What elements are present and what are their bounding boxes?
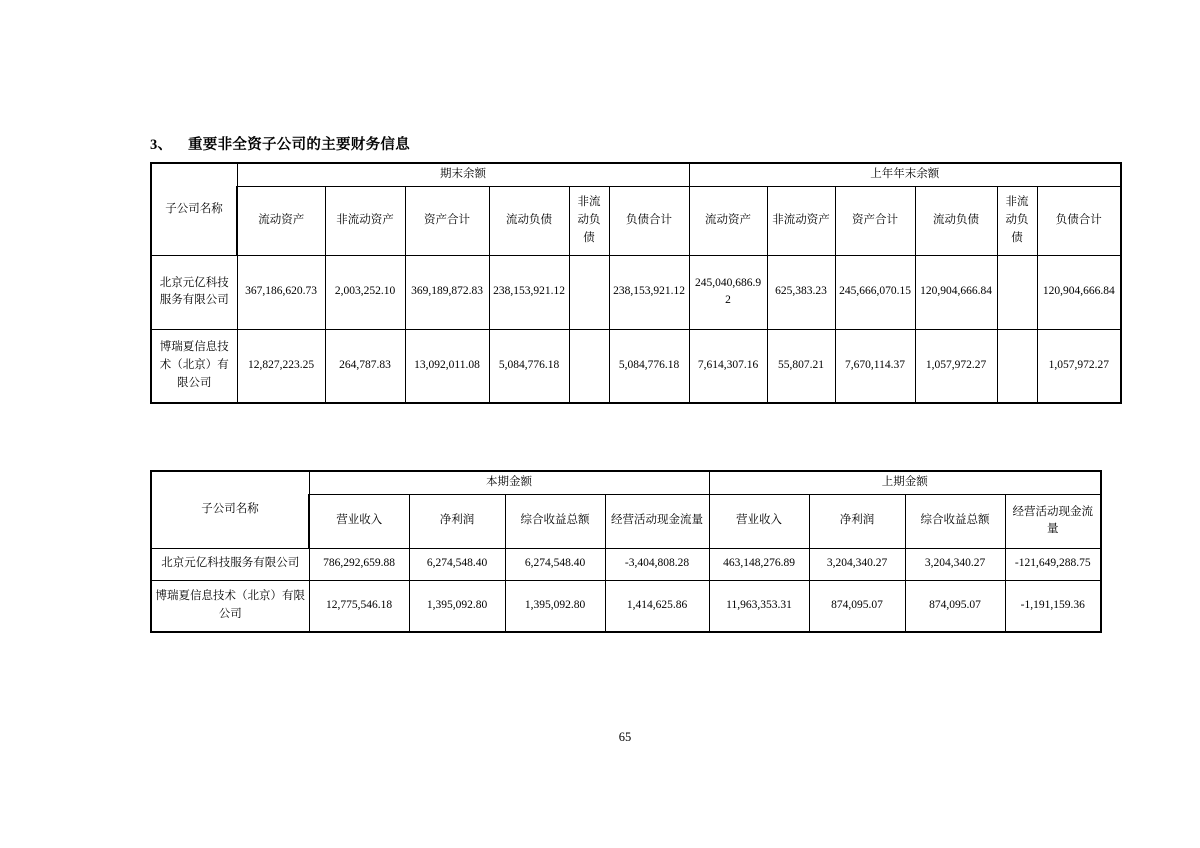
header-subsidiary-name: 子公司名称 (151, 471, 309, 548)
cell-cur-noncurrent-assets: 2,003,252.10 (325, 255, 405, 329)
cell-cur-operating-cash-flow: -3,404,808.28 (605, 548, 709, 580)
cell-cur-current-liabilities: 5,084,776.18 (489, 329, 569, 403)
cell-cur-noncurrent-liabilities (569, 329, 609, 403)
section-title-text: 重要非全资子公司的主要财务信息 (188, 137, 410, 153)
cell-cur-total-assets: 13,092,011.08 (405, 329, 489, 403)
header-prior-period: 上期金额 (709, 471, 1101, 494)
section-heading (150, 133, 410, 154)
header-cur-revenue: 营业收入 (309, 494, 409, 548)
section-number: 3、 (150, 137, 173, 153)
subsidiary-income-table (150, 470, 1102, 633)
table-row (151, 255, 1121, 329)
cell-cur-revenue: 12,775,546.18 (309, 580, 409, 632)
cell-pri-current-liabilities: 120,904,666.84 (915, 255, 997, 329)
header-cur-current-assets: 流动资产 (237, 186, 325, 255)
cell-cur-current-assets: 12,827,223.25 (237, 329, 325, 403)
cell-pri-comprehensive-income: 874,095.07 (905, 580, 1005, 632)
cell-pri-revenue: 463,148,276.89 (709, 548, 809, 580)
table-row (151, 580, 1101, 632)
cell-pri-noncurrent-assets: 55,807.21 (767, 329, 835, 403)
header-pri-net-profit: 净利润 (809, 494, 905, 548)
cell-pri-operating-cash-flow: -1,191,159.36 (1005, 580, 1101, 632)
cell-cur-current-liabilities: 238,153,921.12 (489, 255, 569, 329)
cell-pri-current-liabilities: 1,057,972.27 (915, 329, 997, 403)
table-header-row-group (151, 471, 1101, 494)
cell-pri-net-profit: 874,095.07 (809, 580, 905, 632)
cell-cur-net-profit: 1,395,092.80 (409, 580, 505, 632)
cell-pri-current-assets: 245,040,686.92 (689, 255, 767, 329)
cell-cur-total-liabilities: 238,153,921.12 (609, 255, 689, 329)
header-cur-total-assets: 资产合计 (405, 186, 489, 255)
cell-cur-noncurrent-assets: 264,787.83 (325, 329, 405, 403)
header-pri-total-assets: 资产合计 (835, 186, 915, 255)
table-header-row-columns (151, 186, 1121, 255)
cell-pri-noncurrent-liabilities (997, 329, 1037, 403)
header-pri-revenue: 营业收入 (709, 494, 809, 548)
cell-pri-operating-cash-flow: -121,649,288.75 (1005, 548, 1101, 580)
cell-cur-noncurrent-liabilities (569, 255, 609, 329)
cell-cur-net-profit: 6,274,548.40 (409, 548, 505, 580)
cell-cur-revenue: 786,292,659.88 (309, 548, 409, 580)
cell-subsidiary-name: 博瑞夏信息技术（北京）有限公司 (151, 580, 309, 632)
table-row (151, 329, 1121, 403)
header-pri-current-assets: 流动资产 (689, 186, 767, 255)
cell-cur-total-liabilities: 5,084,776.18 (609, 329, 689, 403)
header-prior-year-end: 上年年末余额 (689, 163, 1121, 186)
header-pri-noncurrent-liabilities: 非流动负债 (997, 186, 1037, 255)
cell-pri-revenue: 11,963,353.31 (709, 580, 809, 632)
cell-cur-comprehensive-income: 1,395,092.80 (505, 580, 605, 632)
cell-cur-current-assets: 367,186,620.73 (237, 255, 325, 329)
header-pri-operating-cash-flow: 经营活动现金流量 (1005, 494, 1101, 548)
cell-pri-noncurrent-liabilities (997, 255, 1037, 329)
table-header-row-group (151, 163, 1121, 186)
cell-pri-total-assets: 7,670,114.37 (835, 329, 915, 403)
cell-subsidiary-name: 博瑞夏信息技术（北京）有限公司 (151, 329, 237, 403)
header-cur-current-liabilities: 流动负债 (489, 186, 569, 255)
header-cur-noncurrent-liabilities: 非流动负债 (569, 186, 609, 255)
cell-cur-total-assets: 369,189,872.83 (405, 255, 489, 329)
page-number: 65 (618, 730, 632, 744)
header-cur-noncurrent-assets: 非流动资产 (325, 186, 405, 255)
header-cur-comprehensive-income: 综合收益总额 (505, 494, 605, 548)
cell-pri-net-profit: 3,204,340.27 (809, 548, 905, 580)
header-cur-operating-cash-flow: 经营活动现金流量 (605, 494, 709, 548)
header-pri-noncurrent-assets: 非流动资产 (767, 186, 835, 255)
cell-pri-total-liabilities: 1,057,972.27 (1037, 329, 1121, 403)
cell-pri-total-liabilities: 120,904,666.84 (1037, 255, 1121, 329)
cell-pri-total-assets: 245,666,070.15 (835, 255, 915, 329)
header-period-end: 期末余额 (237, 163, 689, 186)
header-pri-total-liabilities: 负债合计 (1037, 186, 1121, 255)
header-current-period: 本期金额 (309, 471, 709, 494)
cell-pri-current-assets: 7,614,307.16 (689, 329, 767, 403)
cell-cur-comprehensive-income: 6,274,548.40 (505, 548, 605, 580)
cell-subsidiary-name: 北京元亿科技服务有限公司 (151, 255, 237, 329)
header-cur-net-profit: 净利润 (409, 494, 505, 548)
header-pri-comprehensive-income: 综合收益总额 (905, 494, 1005, 548)
cell-pri-comprehensive-income: 3,204,340.27 (905, 548, 1005, 580)
header-cur-total-liabilities: 负债合计 (609, 186, 689, 255)
subsidiary-balance-table (150, 162, 1122, 404)
header-pri-current-liabilities: 流动负债 (915, 186, 997, 255)
cell-cur-operating-cash-flow: 1,414,625.86 (605, 580, 709, 632)
page-content (150, 0, 1115, 848)
header-subsidiary-name: 子公司名称 (151, 163, 237, 255)
cell-pri-noncurrent-assets: 625,383.23 (767, 255, 835, 329)
cell-subsidiary-name: 北京元亿科技服务有限公司 (151, 548, 309, 580)
table-row (151, 548, 1101, 580)
